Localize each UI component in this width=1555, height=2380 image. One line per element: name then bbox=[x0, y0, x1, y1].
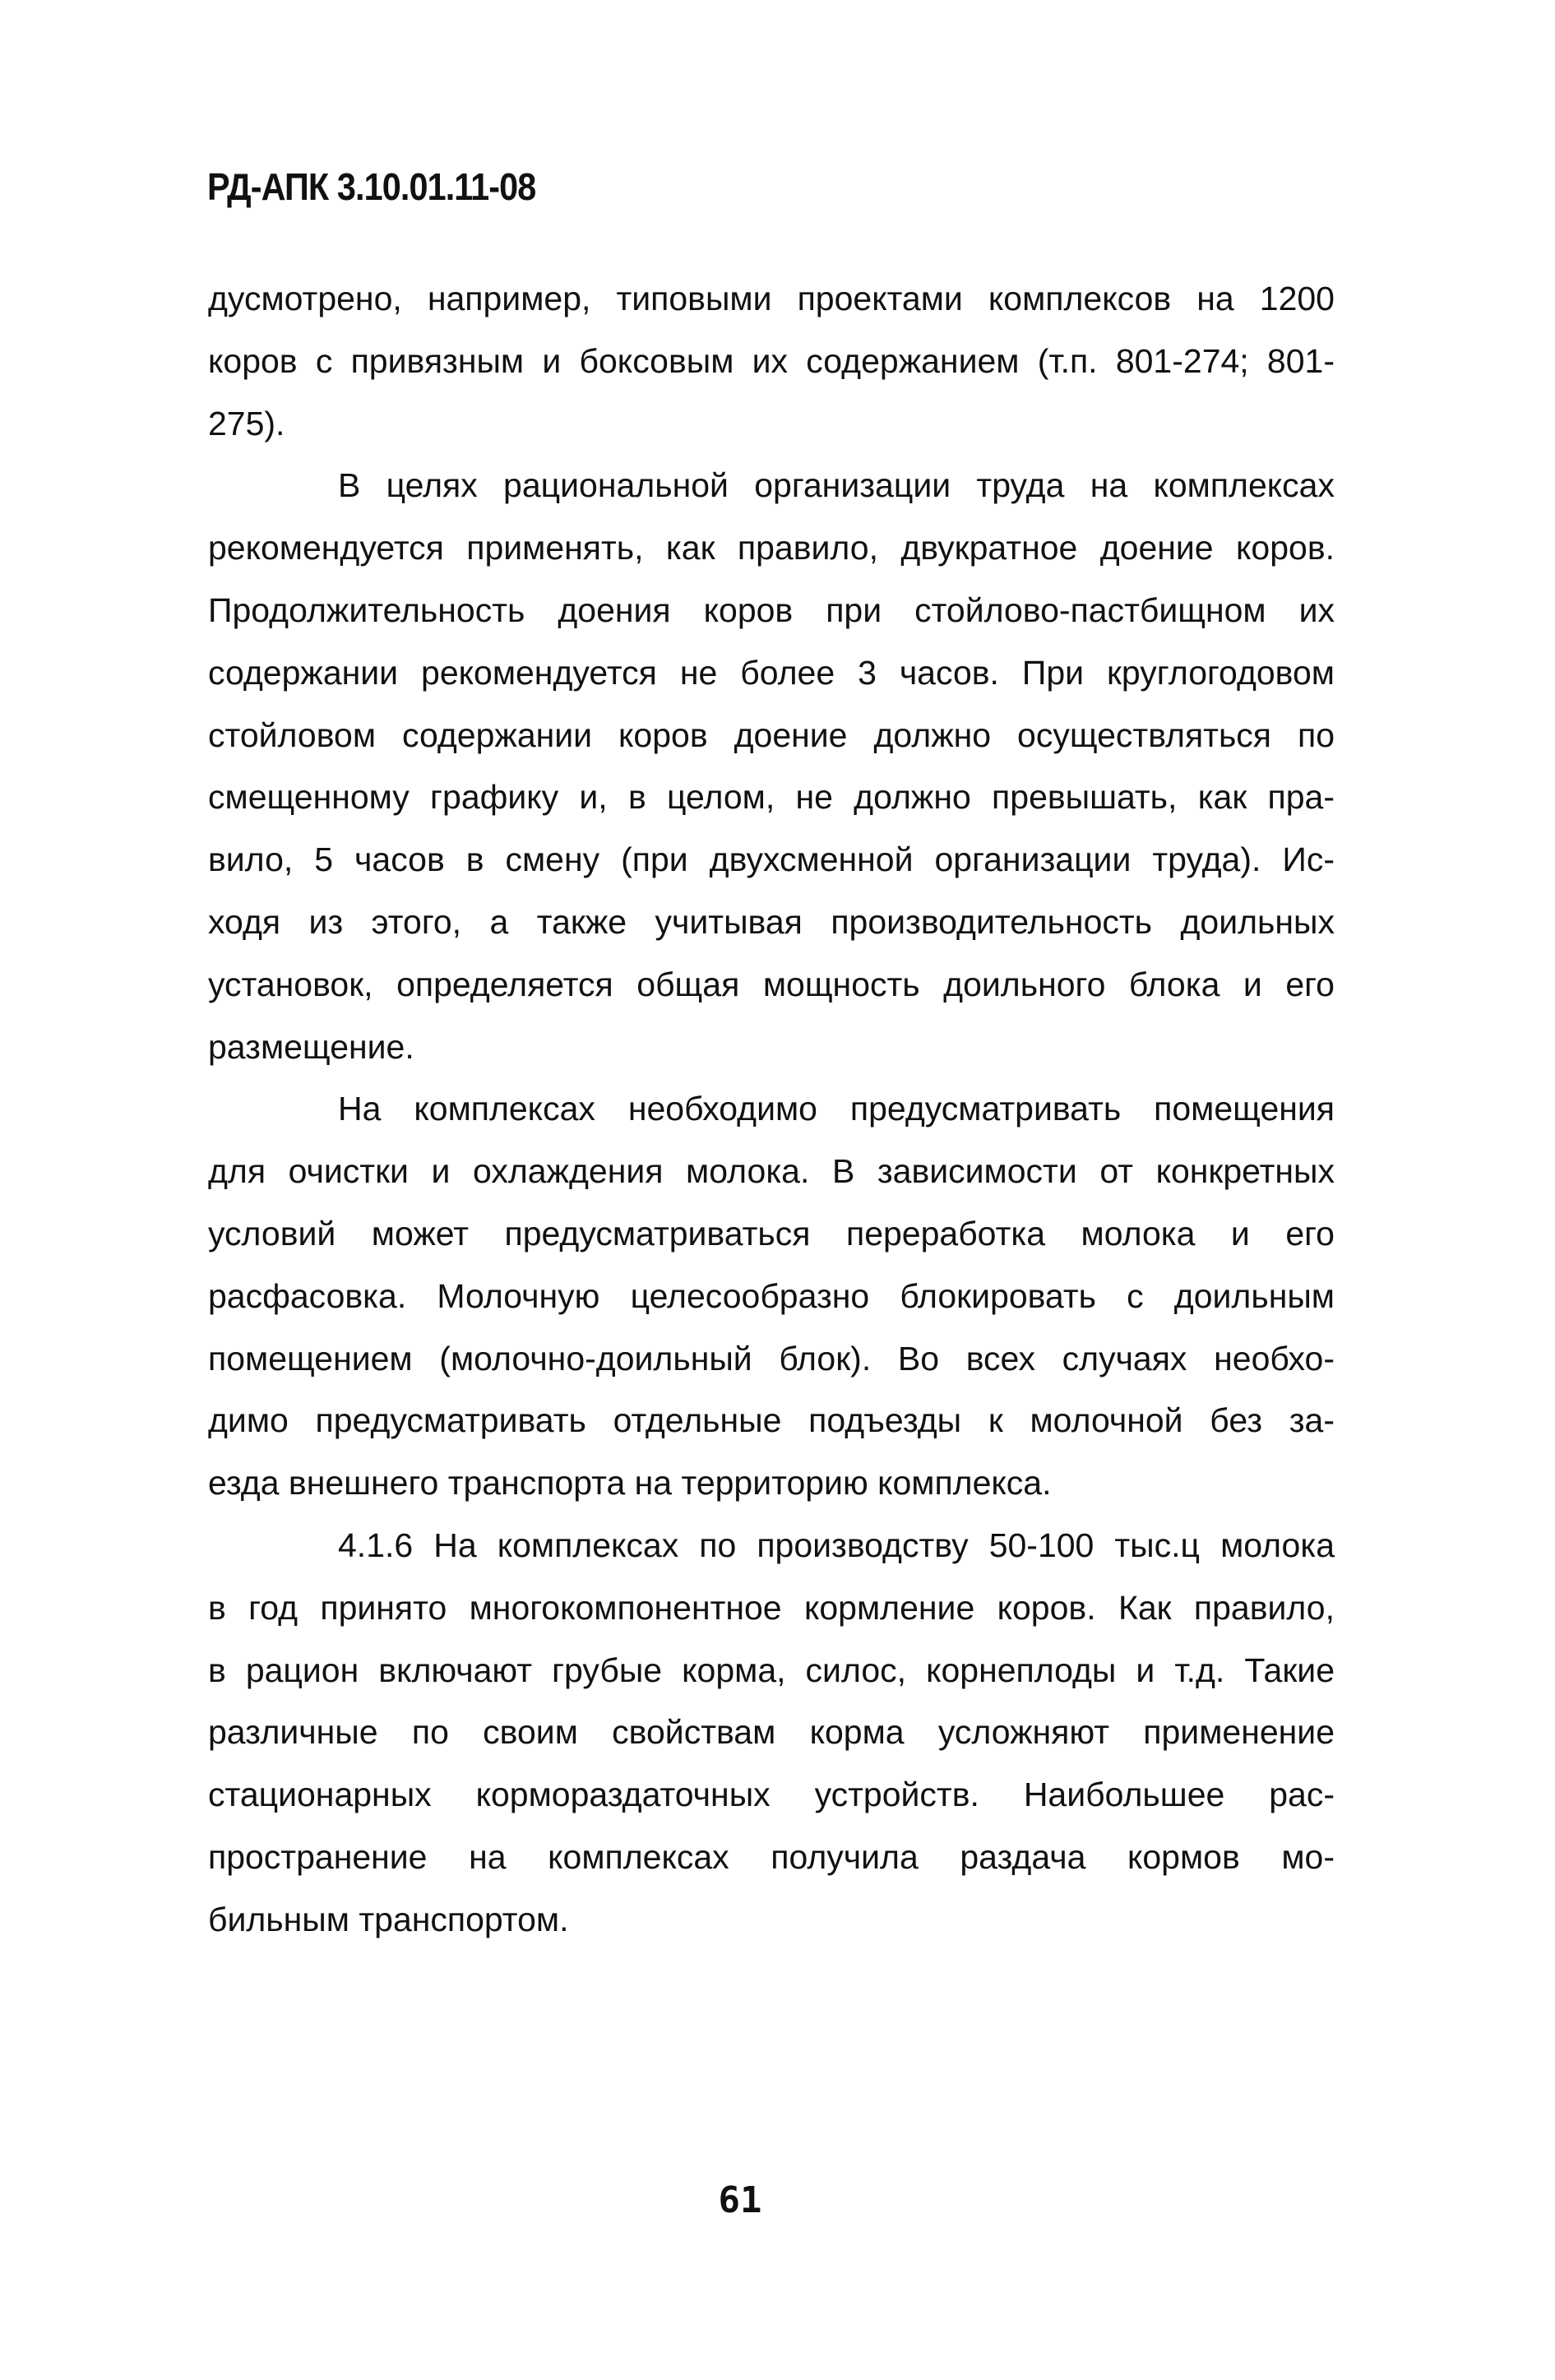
page-number: 61 bbox=[718, 2179, 762, 2221]
text-line: стационарных кормораздаточных устройств. Наибольшее рас- bbox=[208, 1776, 1335, 1814]
text-line: стойловом содержании коров доение должно осуществляться по bbox=[208, 715, 1335, 754]
text-line: 275). bbox=[208, 404, 285, 442]
text-line: в рацион включают грубые корма, силос, корнеплоды и т.д. Такие bbox=[208, 1651, 1335, 1689]
text-line: помещением (молочно-доильный блок). Во всех случаях необхо- bbox=[208, 1339, 1335, 1378]
text-line: Продолжительность доения коров при стойлово-пастбищном их bbox=[208, 590, 1335, 629]
text-line: 4.1.6 На комплексах по производству 50-100 тыс.ц молока bbox=[338, 1526, 1335, 1564]
text-line: дусмотрено, например, типовыми проектами комплексов на 1200 bbox=[208, 280, 1335, 317]
document-body bbox=[208, 268, 1335, 1952]
text-line: На комплексах необходимо предусматривать помещения bbox=[338, 1090, 1335, 1128]
text-line: условий может предусматриваться переработка молока и его bbox=[208, 1214, 1335, 1253]
text-line: пространение на комплексах получила раздача кормов мо- bbox=[208, 1837, 1335, 1876]
text-line: в год принято многокомпонентное кормление коров. Как правило, bbox=[208, 1588, 1335, 1627]
text-line: ходя из этого, а также учитывая производительность доильных bbox=[208, 902, 1335, 941]
text-line: рекомендуется применять, как правило, двукратное доение коров. bbox=[208, 529, 1335, 567]
paragraph bbox=[208, 1515, 1335, 1952]
text-line: смещенному графику и, в целом, не должно превышать, как пра- bbox=[208, 778, 1335, 817]
text-line: В целях рациональной организации труда на комплексах bbox=[338, 466, 1335, 505]
text-line: для очистки и охлаждения молока. В зависимости от конкретных bbox=[208, 1152, 1335, 1191]
text-line: вило, 5 часов в смену (при двухсменной организации труда). Ис- bbox=[208, 840, 1335, 879]
text-line: размещение. bbox=[208, 1027, 414, 1066]
text-line: димо предусматривать отдельные подъезды к молочной без за- bbox=[208, 1401, 1335, 1440]
text-line: содержании рекомендуется не более 3 часов. При круглогодовом bbox=[208, 653, 1335, 692]
text-line: установок, определяется общая мощность доильного блока и его bbox=[208, 965, 1335, 1003]
text-line: езда внешнего транспорта на территорию комплекса. bbox=[208, 1464, 1052, 1503]
document-code-header: РД-АПК 3.10.01.11-08 bbox=[207, 165, 536, 208]
text-line: бильным транспортом. bbox=[208, 1900, 569, 1938]
text-line: расфасовка. Молочную целесообразно блокировать с доильным bbox=[208, 1276, 1335, 1315]
text-line: различные по своим свойствам корма усложняют применение bbox=[208, 1713, 1335, 1752]
text-line: коров с привязным и боксовым их содержанием (т.п. 801-274; 801- bbox=[208, 341, 1335, 380]
paragraph bbox=[208, 1078, 1335, 1515]
paragraph bbox=[208, 268, 1335, 455]
paragraph bbox=[208, 455, 1335, 1078]
